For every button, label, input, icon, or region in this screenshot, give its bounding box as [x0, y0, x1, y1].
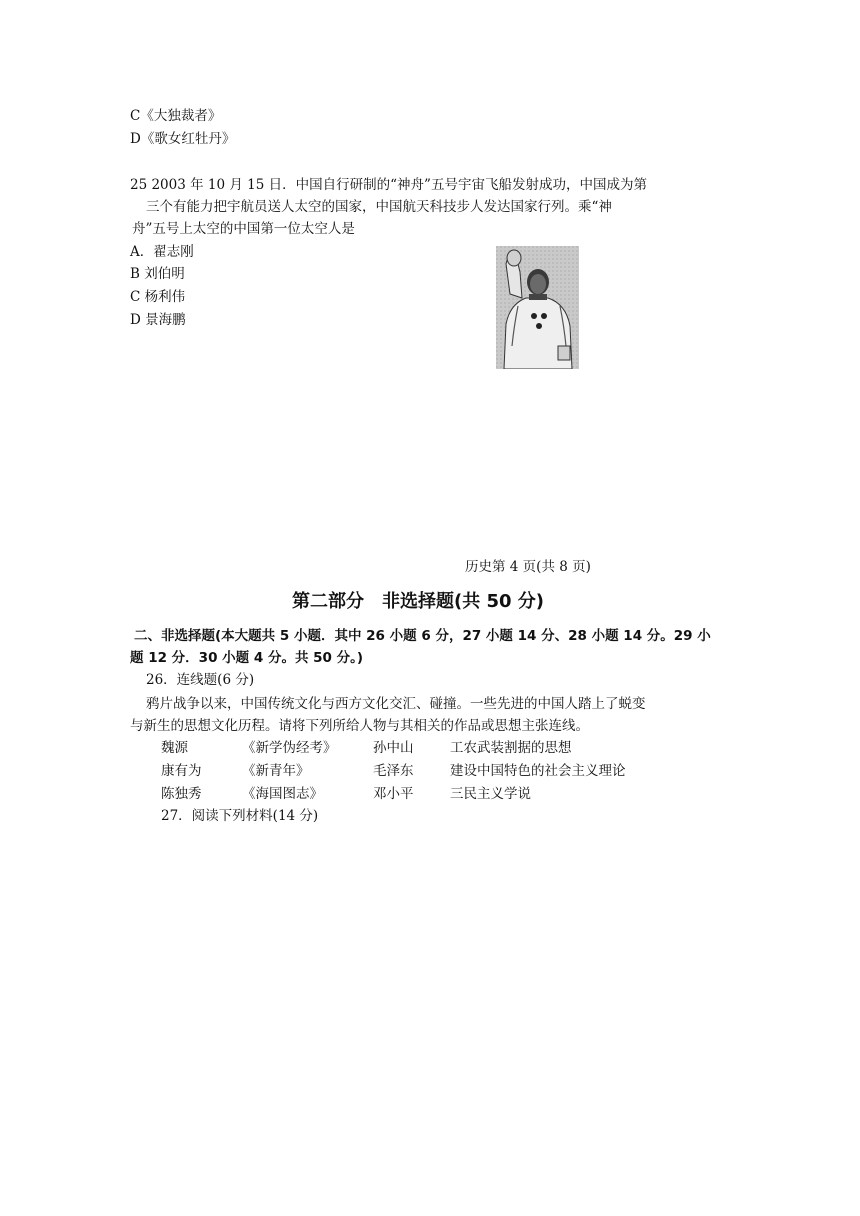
q25-option-c: C 杨利伟 [130, 289, 186, 305]
q25-option-d: D 景海鹏 [130, 312, 186, 328]
q25-stem-line3: 舟”五号上太空的中国第一位太空人是 [132, 221, 355, 237]
q26-title: 26．连线题(6 分) [146, 672, 255, 688]
page-footer: 历史第 4 页(共 8 页) [465, 559, 591, 575]
q25-option-a: A．翟志刚 [130, 244, 194, 260]
section-heading-line1: 二、非选择题(本大题共 5 小题．其中 26 小题 6 分，27 小题 14 分、28 小题 14 分。29 小 [134, 628, 711, 644]
q25-option-b: B 刘伯明 [130, 266, 185, 282]
match-idea: 建设中国特色的社会主义理论 [450, 763, 626, 779]
q27-title: 27．阅读下列材料(14 分) [161, 808, 319, 824]
q26-intro-line1: 鸦片战争以来，中国传统文化与西方文化交汇、碰撞。一些先进的中国人踏上了蜕变 [146, 696, 646, 712]
q25-stem-line1: 25 2003 年 10 月 15 日．中国自行研制的“神舟”五号宇宙飞船发射成功，中国成为第 [130, 177, 647, 193]
match-person2: 孙中山 [373, 740, 414, 756]
astronaut-photo [496, 246, 579, 369]
match-person: 康有为 [161, 763, 202, 779]
match-work: 《海国图志》 [242, 786, 323, 802]
match-person: 陈独秀 [161, 786, 202, 802]
match-work: 《新青年》 [242, 763, 310, 779]
section-title: 第二部分 非选择题(共 50 分) [292, 591, 545, 612]
q24-option-c: C《大独裁者》 [130, 108, 222, 124]
q24-option-d: D《歌女红牡丹》 [130, 131, 236, 147]
section-heading-line2: 题 12 分．30 小题 4 分。共 50 分。) [130, 650, 364, 666]
match-person: 魏源 [161, 740, 188, 756]
match-work: 《新学伪经考》 [242, 740, 337, 756]
match-idea: 工农武装割据的思想 [450, 740, 572, 756]
match-person2: 毛泽东 [373, 763, 414, 779]
match-idea: 三民主义学说 [450, 786, 531, 802]
q26-intro-line2: 与新生的思想文化历程。请将下列所给人物与其相关的作品或思想主张连线。 [130, 718, 589, 734]
astronaut-icon [496, 246, 579, 369]
q25-stem-line2: 三个有能力把宇航员送人太空的国家，中国航天科技步人发达国家行列。乘“神 [146, 199, 612, 215]
match-person2: 邓小平 [373, 786, 414, 802]
